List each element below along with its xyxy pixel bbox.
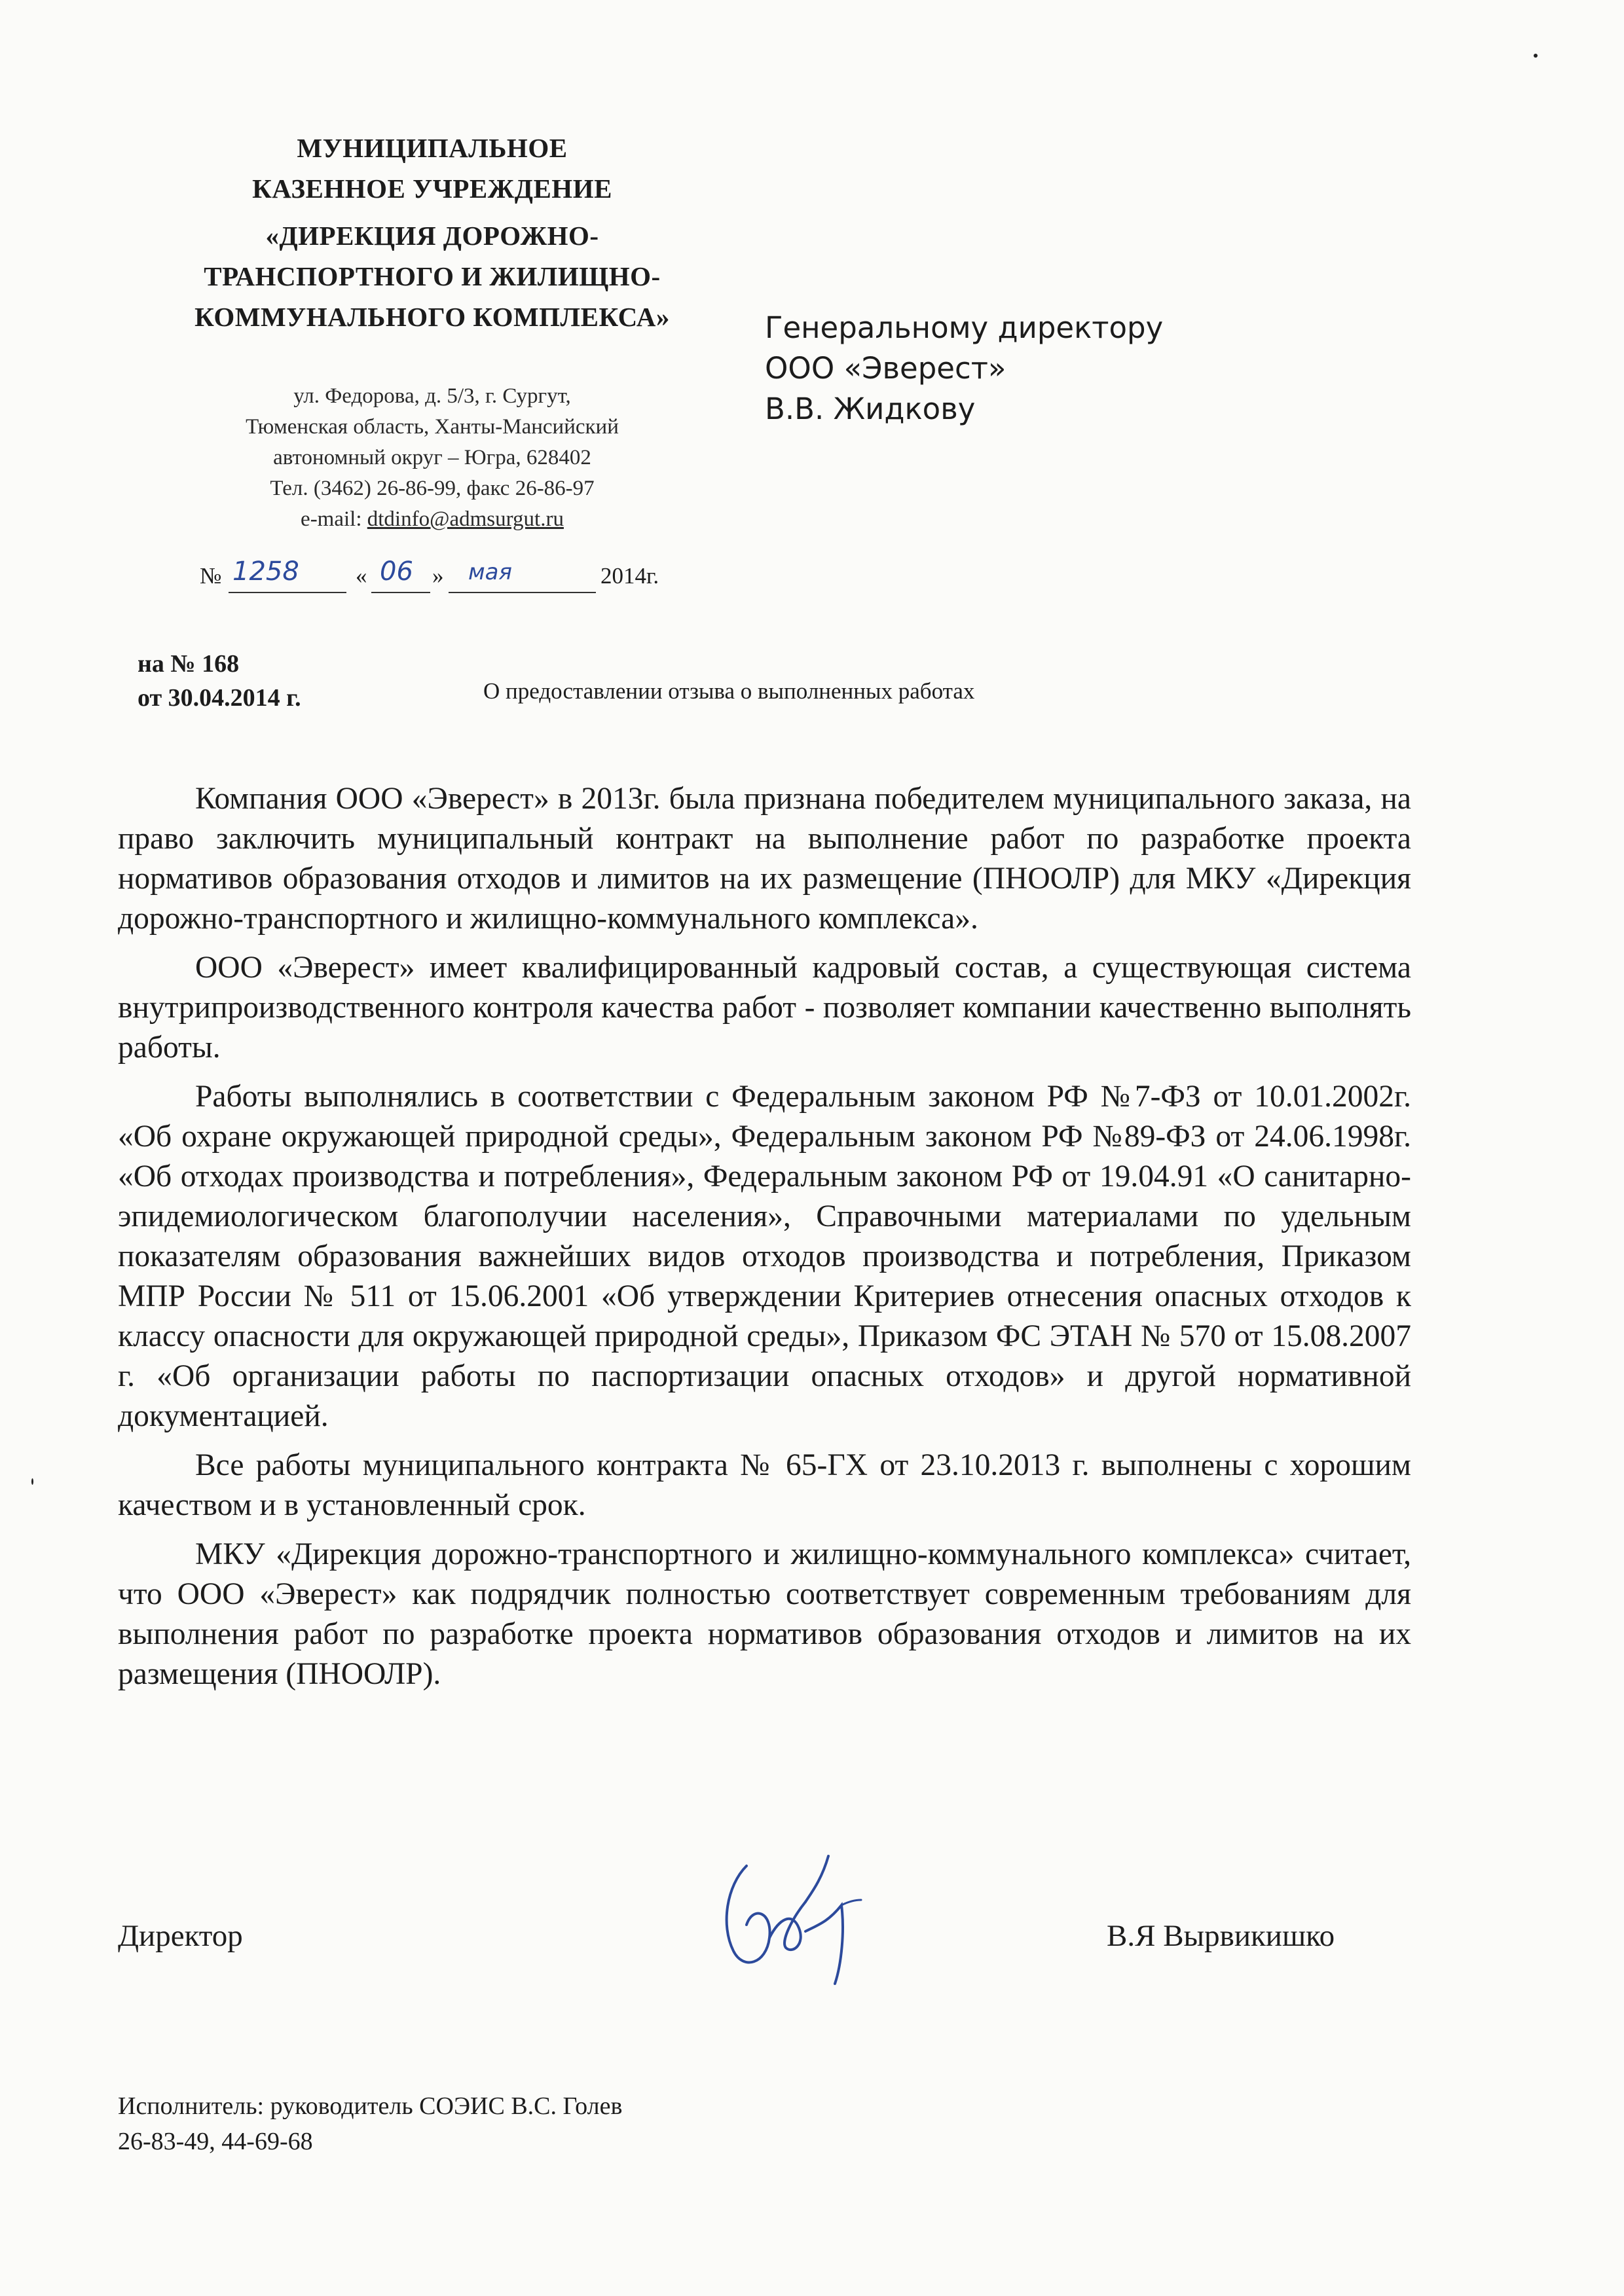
address-line: ул. Федорова, д. 5/3, г. Сургут, <box>293 384 571 408</box>
email-label: e-mail: <box>301 507 362 531</box>
body-paragraph: Компания ООО «Эверест» в 2013г. была признана победителем муниципального заказа, на право заключить муниципальный контракт на выполнение работ по разработке проекта нормативов образования отходов и лимитов на их размещение (ПНООЛР) для МКУ «Дирекция дорожно-транспортного и жилищно-коммунального комплекса». <box>118 782 1411 936</box>
reference-block <box>138 647 301 715</box>
body-paragraph: ООО «Эверест» имеет квалифицированный кадровый состав, а существующая система внутрипроизводственного контроля качества работ - позволяет компании качественно выполнять работы. <box>118 951 1411 1065</box>
number-sign: № <box>200 563 222 589</box>
reference-number: на № 168 <box>138 650 240 678</box>
addressee-line: ООО «Эверест» <box>765 351 1006 386</box>
signatory-name: В.Я Вырвикишко <box>1107 1919 1335 1953</box>
registration-line <box>200 556 697 602</box>
letter-body <box>118 779 1411 1694</box>
addressee-block <box>765 308 1223 429</box>
scan-speck <box>1534 54 1538 58</box>
handwritten-signature <box>707 1840 877 1990</box>
org-line: ТРАНСПОРТНОГО И ЖИЛИЩНО- <box>204 261 661 291</box>
registration-day: 06 <box>380 556 413 587</box>
body-paragraph: Работы выполнялись в соответствии с Федеральным законом РФ №7-ФЗ от 10.01.2002г. «Об охране окружающей природной среды», Федеральным законом РФ №89-ФЗ от 24.06.1998г. «Об отходах производства и потребления», Федеральным законом РФ от 19.04.91 «О санитарно-эпидемиологическом благополучии населения», Справочными материалами по удельным показателям образования важнейших видов отходов производства и потребления, Приказом МПР России № 511 от 15.06.2001 «Об утверждении Критериев отнесения опасных отходов к классу опасности для окружающей природной среды», Приказом ФС ЭТАН № 570 от 15.08.2007 г. «Об организации работы по паспортизации опасных отходов» и другой нормативной документацией. <box>118 1080 1411 1433</box>
reference-date: от 30.04.2014 г. <box>138 684 301 712</box>
org-line: КАЗЕННОЕ УЧРЕЖДЕНИЕ <box>252 173 612 204</box>
registration-number: 1258 <box>232 556 299 587</box>
organization-address <box>157 381 707 535</box>
email-line <box>157 504 707 535</box>
quote-open: « <box>356 563 367 589</box>
scan-speck <box>31 1478 33 1485</box>
addressee-line: Генеральному директору <box>765 310 1164 345</box>
executor-block <box>118 2088 622 2159</box>
quote-close: » <box>432 563 444 589</box>
executor-name: Исполнитель: руководитель СОЭИС В.С. Голев <box>118 2092 623 2120</box>
address-line: Тел. (3462) 26-86-99, факс 26-86-97 <box>270 477 595 500</box>
addressee-line: В.В. Жидкову <box>765 392 976 426</box>
email-link[interactable]: dtdinfo@admsurgut.ru <box>367 507 564 531</box>
registration-month: мая <box>468 559 512 585</box>
body-paragraph: МКУ «Дирекция дорожно-транспортного и жилищно-коммунального комплекса» считает, что ООО «Эверест» как подрядчик полностью соответствует современным требованиям для выполнения работ по разработке проекта нормативов образования отходов и лимитов на их размещения (ПНООЛР). <box>118 1537 1411 1691</box>
registration-year: 2014г. <box>600 563 659 589</box>
address-line: автономный округ – Югра, 628402 <box>273 446 591 469</box>
body-paragraph: Все работы муниципального контракта № 65-ГХ от 23.10.2013 г. выполнены с хорошим качеством и в установленный срок. <box>118 1448 1411 1522</box>
signatory-title: Директор <box>118 1919 243 1953</box>
address-line: Тюменская область, Ханты-Мансийский <box>246 415 619 439</box>
org-line: МУНИЦИПАЛЬНОЕ <box>297 133 568 163</box>
org-line: «ДИРЕКЦИЯ ДОРОЖНО- <box>265 221 599 251</box>
organization-name <box>131 128 733 337</box>
letter-subject: О предоставлении отзыва о выполненных работах <box>483 678 975 704</box>
executor-phones: 26-83-49, 44-69-68 <box>118 2128 313 2155</box>
org-line: КОММУНАЛЬНОГО КОМПЛЕКСА» <box>194 302 670 332</box>
